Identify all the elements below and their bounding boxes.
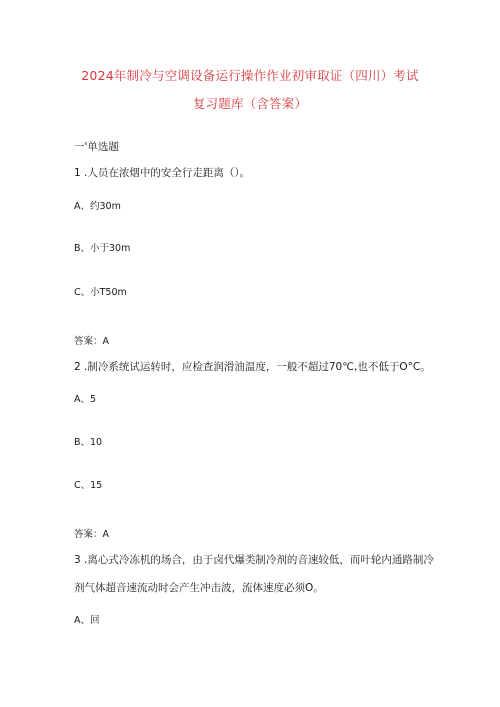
question-3-stem-line-2: 剂气体超音速流动时会产生冲击波，流体速度必须O。 xyxy=(74,582,324,594)
section-heading: 一'单选题 xyxy=(74,141,119,153)
question-1-option-b: B、小于30m xyxy=(74,243,131,254)
question-2-option-b: B、10 xyxy=(74,437,103,448)
question-3-stem-line-1: 3 .离心式冷冻机的场合，由于卤代爆类制冷剂的音速较低，而叶轮内通路制冷 xyxy=(74,554,434,566)
question-2-stem: 2 .制冷系统试运转时，应检查润滑油温度，一般不超过70℃,也不低于O°C。 xyxy=(74,361,431,373)
title-line-2: 复习题库（含答案） xyxy=(192,96,308,111)
question-1-option-c: C、小T50m xyxy=(74,287,127,298)
question-1-stem: 1 .人员在浓烟中的安全行走距离（）。 xyxy=(74,167,251,179)
question-2-option-a: A、5 xyxy=(74,394,97,405)
question-2-answer: 答案：A xyxy=(74,529,109,540)
question-3-option-a: A、回 xyxy=(74,615,100,626)
question-2-option-c: C、15 xyxy=(74,480,103,491)
title-line-1: 2024年制冷与空调设备运行操作作业初审取证（四川）考试 xyxy=(81,68,419,83)
question-1-option-a: A、约30m xyxy=(74,201,121,212)
question-1-answer: 答案：A xyxy=(74,336,109,347)
